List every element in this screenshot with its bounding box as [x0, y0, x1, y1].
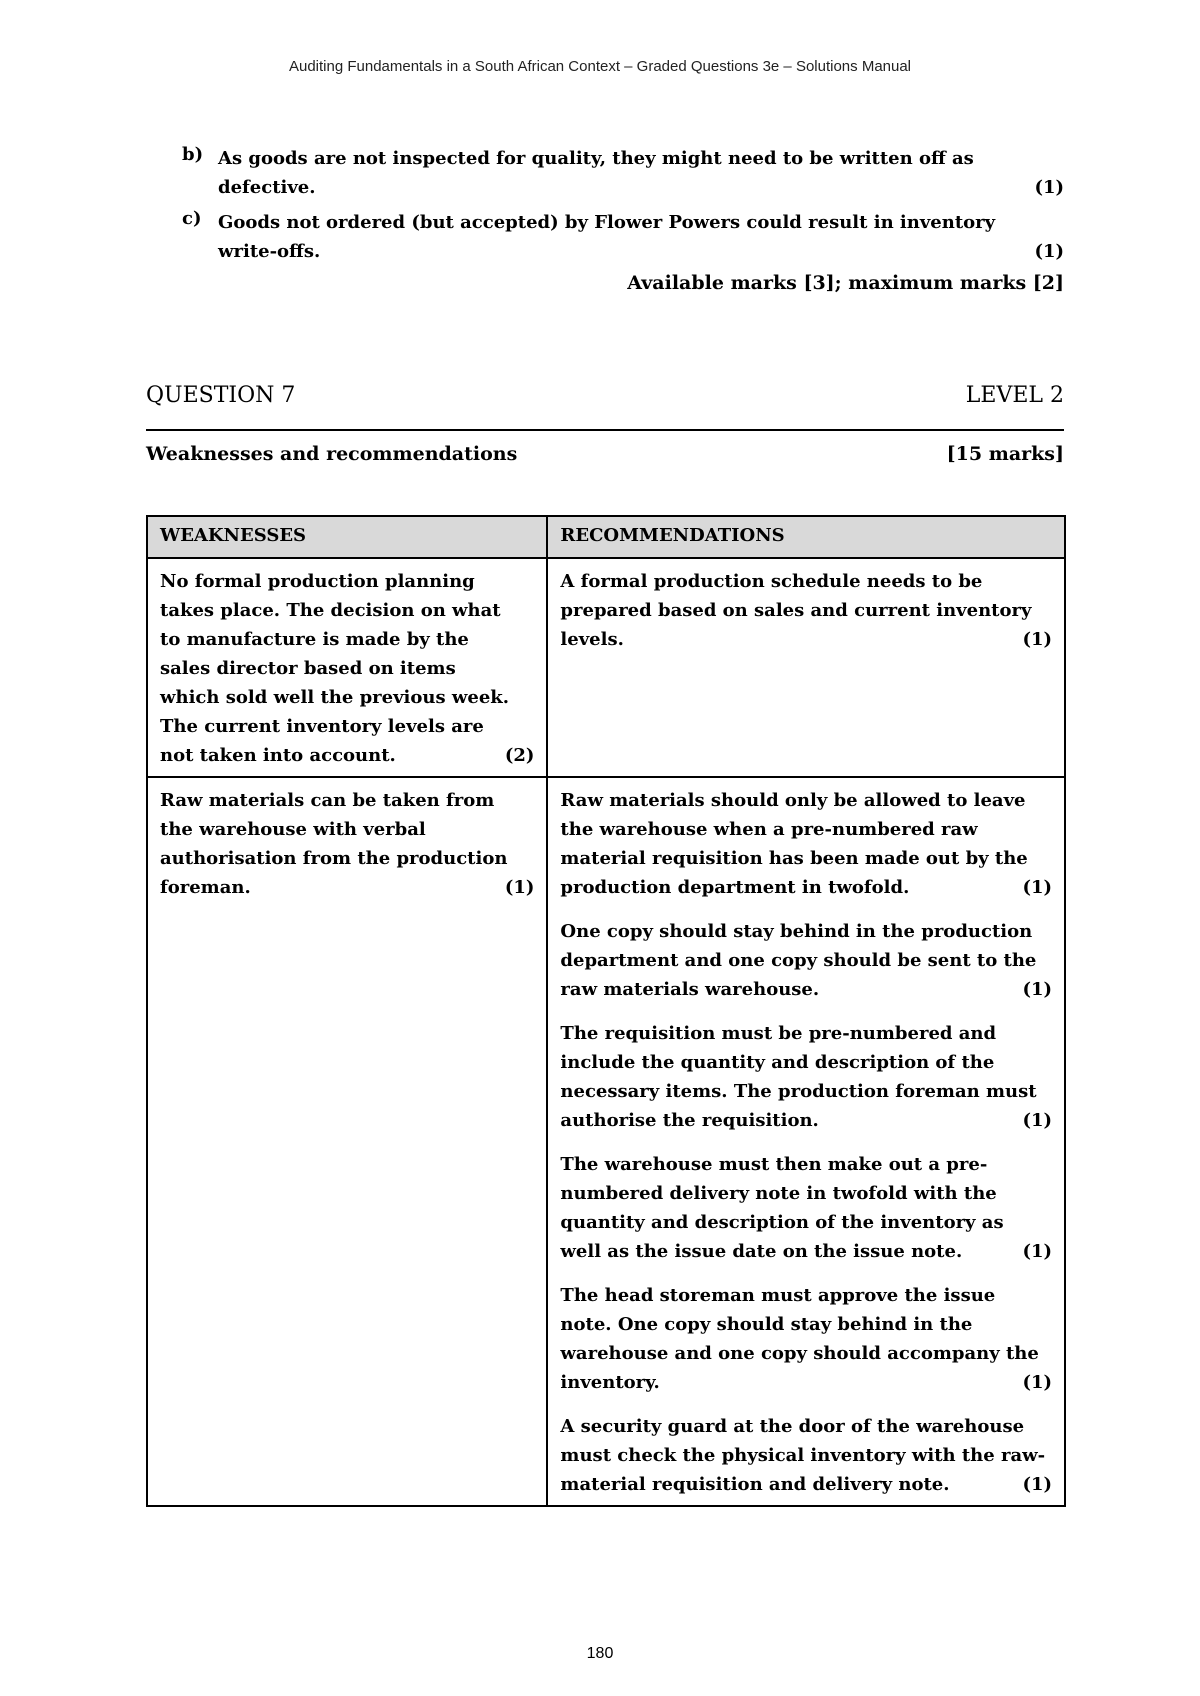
cell-text: Raw materials can be taken from	[160, 790, 495, 811]
cell-text: necessary items. The production foreman must	[560, 1081, 1037, 1102]
cell-text: The requisition must be pre-numbered and	[560, 1023, 997, 1044]
mark: (1)	[1034, 177, 1064, 198]
cell-text: include the quantity and description of the	[560, 1052, 995, 1073]
cell-text: The head storeman must approve the issue	[560, 1285, 996, 1306]
cell-text: well as the issue date on the issue note.	[560, 1241, 963, 1262]
recommendation-text	[560, 917, 1052, 1004]
cell-text: which sold well the previous week.	[160, 687, 510, 708]
cell-text: authorise the requisition.	[560, 1110, 819, 1131]
cell-text: note. One copy should stay behind in the	[560, 1314, 973, 1335]
list-text: write-offs.	[218, 241, 321, 262]
mark: (1)	[1022, 629, 1052, 650]
list-letter: b)	[182, 144, 204, 165]
list-item	[182, 144, 1064, 202]
weakness-cell	[147, 558, 547, 777]
page-number: 180	[586, 1645, 614, 1662]
list-item	[182, 208, 1064, 266]
cell-text: sales director based on items	[160, 658, 456, 679]
recommendation-text	[560, 1281, 1052, 1397]
question-subheader	[146, 443, 1064, 465]
recommendation-cell	[547, 777, 1065, 1506]
recommendation-text	[560, 786, 1052, 902]
question-header	[146, 383, 1064, 408]
mark: (1)	[1022, 1110, 1052, 1131]
cell-text: A security guard at the door of the warehouse	[560, 1416, 1025, 1437]
cell-text: No formal production planning	[160, 571, 475, 592]
cell-text: material requisition has been made out by the	[560, 848, 1028, 869]
question-level: LEVEL 2	[965, 383, 1064, 408]
cell-text: the warehouse when a pre-numbered raw	[560, 819, 978, 840]
cell-text: quantity and description of the inventory as	[560, 1212, 1004, 1233]
cell-text: One copy should stay behind in the production	[560, 921, 1033, 942]
cell-text: The warehouse must then make out a pre-	[560, 1154, 988, 1175]
weakness-text	[160, 567, 534, 770]
weakness-recommendation-table	[146, 515, 1066, 1507]
answer-list	[182, 144, 1064, 294]
mark: (2)	[504, 745, 535, 766]
mark: (1)	[1034, 241, 1064, 262]
running-header: Auditing Fundamentals in a South African Context – Graded Questions 3e – Solutions Manual	[288, 58, 912, 75]
recommendation-text	[560, 1150, 1052, 1266]
table-row	[147, 777, 1065, 1506]
question-subtitle: Weaknesses and recommendations	[146, 443, 518, 465]
cell-text: must check the physical inventory with the raw-	[560, 1445, 1046, 1466]
list-letter: c)	[182, 208, 202, 229]
mark: (1)	[504, 877, 535, 898]
mark: (1)	[1022, 979, 1052, 1000]
recommendation-text	[560, 567, 1052, 654]
divider	[146, 429, 1064, 431]
question-title: QUESTION 7	[146, 383, 296, 408]
available-marks: Available marks [3]; maximum marks [2]	[627, 272, 1064, 294]
cell-text: warehouse and one copy should accompany the	[560, 1343, 1039, 1364]
mark: (1)	[1022, 1241, 1052, 1262]
cell-text: not taken into account.	[160, 745, 396, 766]
mark: (1)	[1022, 877, 1052, 898]
cell-text: takes place. The decision on what	[160, 600, 501, 621]
cell-text: the warehouse with verbal	[160, 819, 426, 840]
list-text: Goods not ordered (but accepted) by Flower Powers could result in inventory	[218, 212, 996, 233]
list-text: As goods are not inspected for quality, they might need to be written off as	[218, 148, 974, 169]
question-marks: [15 marks]	[946, 443, 1064, 465]
cell-text: to manufacture is made by the	[160, 629, 469, 650]
weakness-cell	[147, 777, 547, 1506]
table-row	[147, 558, 1065, 777]
cell-text: Raw materials should only be allowed to leave	[560, 790, 1026, 811]
weakness-text	[160, 786, 534, 902]
header-recommendations: RECOMMENDATIONS	[547, 516, 1065, 558]
mark: (1)	[1022, 1372, 1052, 1393]
recommendation-text	[560, 1412, 1052, 1499]
cell-text: raw materials warehouse.	[560, 979, 820, 1000]
cell-text: levels.	[560, 629, 624, 650]
cell-text: material requisition and delivery note.	[560, 1474, 950, 1495]
recommendation-cell	[547, 558, 1065, 777]
cell-text: numbered delivery note in twofold with the	[560, 1183, 997, 1204]
cell-text: The current inventory levels are	[160, 716, 484, 737]
cell-text: prepared based on sales and current inventory	[560, 600, 1032, 621]
cell-text: production department in twofold.	[560, 877, 910, 898]
recommendation-text	[560, 1019, 1052, 1135]
cell-text: foreman.	[160, 877, 251, 898]
cell-text: department and one copy should be sent to the	[560, 950, 1037, 971]
cell-text: inventory.	[560, 1372, 660, 1393]
header-weaknesses: WEAKNESSES	[147, 516, 547, 558]
mark: (1)	[1022, 1474, 1052, 1495]
list-text: defective.	[218, 177, 316, 198]
cell-text: A formal production schedule needs to be	[560, 571, 983, 592]
cell-text: authorisation from the production	[160, 848, 508, 869]
